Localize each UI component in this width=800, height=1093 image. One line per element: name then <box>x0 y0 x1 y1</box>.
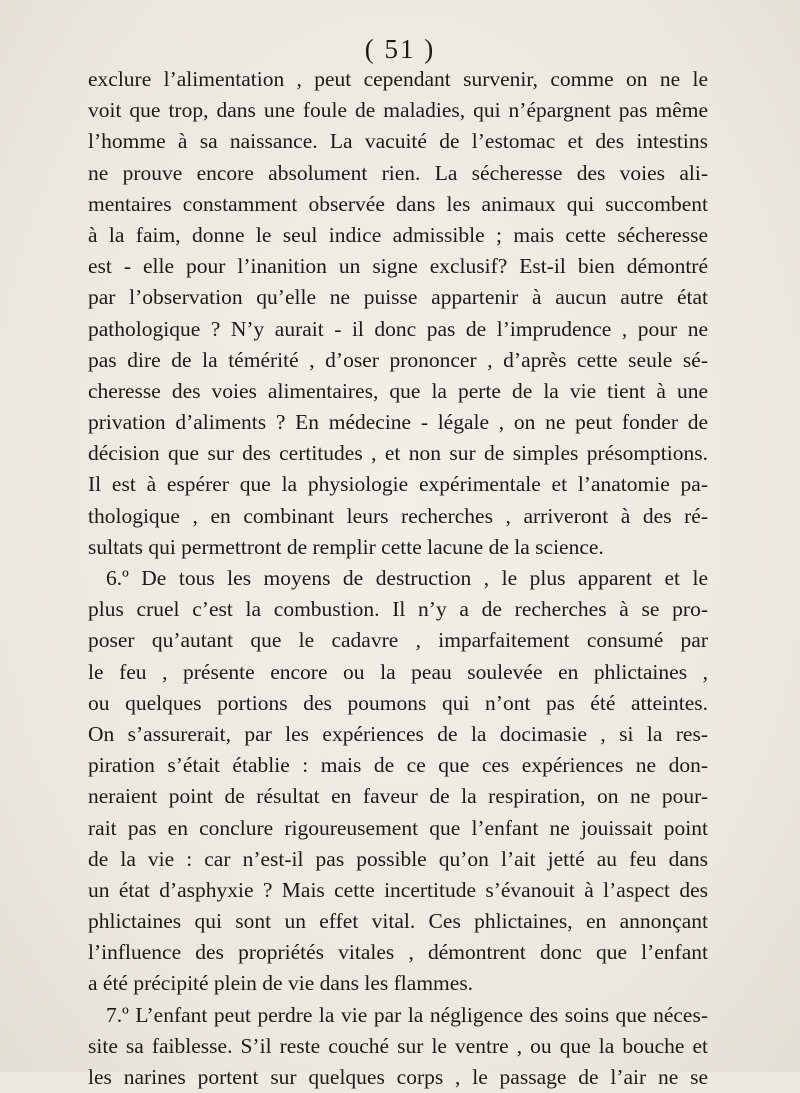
text-line: piration s’était établie : mais de ce que ces expériences ne don- <box>88 753 708 778</box>
text-line: ou quelques portions des poumons qui n’ont pas été atteintes. <box>88 690 708 715</box>
text-line: rait pas en conclure rigoureusement que l’enfant ne jouissait point <box>88 815 708 840</box>
text-line: décision que sur des certitudes , et non sur de simples présomptions. <box>88 441 708 466</box>
text-line: 6.º De tous les moyens de destruction , le plus apparent et le <box>106 566 708 590</box>
text-line: sultats qui permettront de remplir cette lacune de la science. <box>88 534 604 559</box>
text-line: phlictaines qui sont un effet vital. Ces phlictaines, en annonçant <box>88 909 708 934</box>
text-line: les narines portent sur quelques corps , le passage de l’air ne se <box>88 1065 708 1089</box>
body-text <box>88 64 708 1093</box>
text-line: l’homme à sa naissance. La vacuité de l’estomac et des intestins <box>88 129 708 154</box>
text-line: est - elle pour l’inanition un signe exclusif? Est-il bien démontré <box>88 254 708 279</box>
text-line: pathologique ? N’y aurait - il donc pas de l’imprudence , pour ne <box>88 316 708 341</box>
text-line: plus cruel c’est la combustion. Il n’y a de recherches à se pro- <box>88 597 708 622</box>
text-line: exclure l’alimentation , peut cependant survenir, comme on ne le <box>88 67 708 91</box>
text-line: cheresse des voies alimentaires, que la perte de la vie tient à une <box>88 378 708 403</box>
text-line: a été précipité plein de vie dans les flammes. <box>88 971 474 996</box>
text-line: Il est à espérer que la physiologie expérimentale et l’anatomie pa- <box>88 472 708 497</box>
text-line: privation d’aliments ? En médecine - légale , on ne peut fonder de <box>88 410 708 435</box>
text-line: de la vie : car n’est-il pas possible qu’on l’ait jetté au feu dans <box>88 846 708 871</box>
text-line: l’influence des propriétés vitales , démontrent donc que l’enfant <box>88 940 708 965</box>
text-line: On s’assurerait, par les expériences de la docimasie , si la res- <box>88 721 708 746</box>
text-line: poser qu’autant que le cadavre , imparfaitement consumé par <box>88 628 708 653</box>
text-line: site sa faiblesse. S’il reste couché sur le ventre , ou que la bouche et <box>88 1033 708 1058</box>
text-line: voit que trop, dans une foule de maladies, qui n’épargnent pas même <box>88 98 708 123</box>
text-line: ne prouve encore absolument rien. La sécheresse des voies ali- <box>88 160 708 185</box>
text-line: par l’observation qu’elle ne puisse appartenir à aucun autre état <box>88 285 708 310</box>
text-line: le feu , présente encore ou la peau soulevée en phlictaines , <box>88 659 708 684</box>
text-line: à la faim, donne le seul indice admissible ; mais cette sécheresse <box>88 222 708 247</box>
text-line: thologique , en combinant leurs recherches , arriveront à des ré- <box>88 503 708 528</box>
text-line: neraient point de résultat en faveur de la respiration, on ne pour- <box>88 784 708 809</box>
page-number: ( 51 ) <box>364 34 436 64</box>
text-line: 7.º L’enfant peut perdre la vie par la négligence des soins que néces- <box>106 1002 708 1027</box>
text-line: un état d’asphyxie ? Mais cette incertitude s’évanouit à l’aspect des <box>88 877 708 902</box>
text-line: pas dire de la témérité , d’oser prononcer , d’après cette seule sé- <box>88 347 708 372</box>
text-line: mentaires constamment observée dans les animaux qui succombent <box>88 191 708 216</box>
